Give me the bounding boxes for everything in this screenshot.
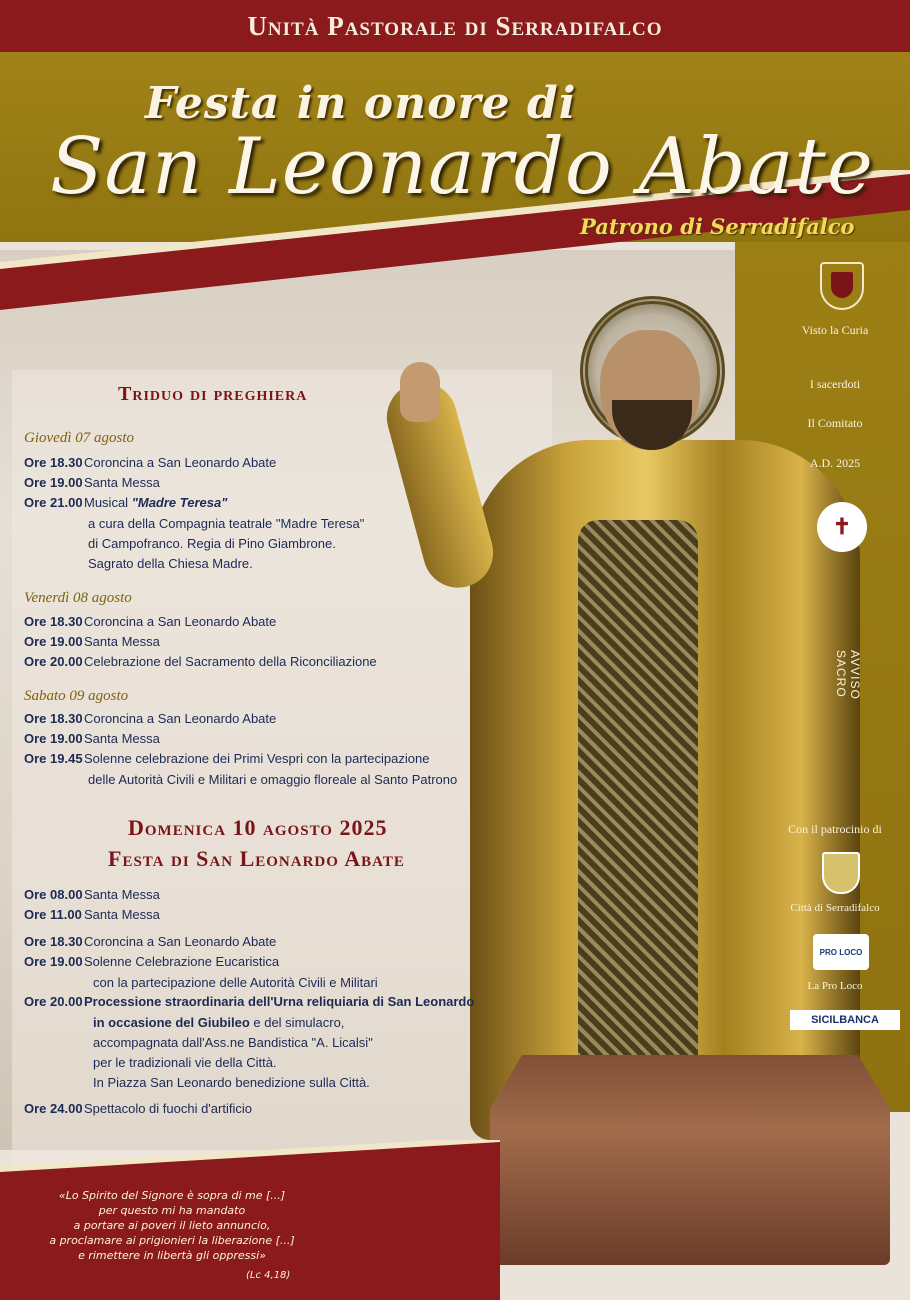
schedule-row bbox=[24, 655, 377, 668]
quote-line: per questo mi ha mandato bbox=[98, 1204, 246, 1217]
schedule-row bbox=[24, 908, 160, 921]
event-time: Ore 20.00 bbox=[24, 654, 83, 669]
event-text: Santa Messa bbox=[84, 634, 160, 649]
event-time: Ore 20.00 bbox=[24, 994, 83, 1009]
event-time: Ore 08.00 bbox=[24, 887, 83, 902]
event-note: accompagnata dall'Ass.ne Bandistica "A. Licalsi" bbox=[93, 1035, 373, 1050]
event-text: Solenne Celebrazione Eucaristica bbox=[84, 954, 280, 969]
event-time: Ore 18.30 bbox=[24, 455, 83, 470]
subtitle: Patrono di Serradifalco bbox=[580, 214, 855, 239]
schedule-row bbox=[24, 935, 276, 948]
event-note-bold: in occasione del Giubileo bbox=[93, 1015, 250, 1030]
schedule-row bbox=[24, 615, 276, 628]
event-note: per le tradizionali vie della Città. bbox=[93, 1055, 277, 1070]
comune-label: Città di Serradifalco bbox=[790, 902, 880, 914]
jubilee-logo-icon: ✝ bbox=[817, 502, 867, 552]
event-time: Ore 24.00 bbox=[24, 1101, 83, 1116]
event-text: Musical bbox=[84, 495, 129, 510]
schedule-row bbox=[24, 732, 160, 745]
crest-caption: Visto la Curia bbox=[801, 323, 869, 337]
event-note: Sagrato della Chiesa Madre. bbox=[88, 556, 253, 571]
schedule-row bbox=[24, 752, 429, 765]
event-time: Ore 19.00 bbox=[24, 731, 83, 746]
event-note bbox=[93, 1015, 344, 1030]
event-text: Santa Messa bbox=[84, 907, 160, 922]
day-heading: Giovedì 07 agosto bbox=[24, 430, 134, 446]
proloco-label: La Pro Loco bbox=[807, 980, 863, 992]
event-note-rest: e del simulacro, bbox=[249, 1015, 345, 1030]
event-time: Ore 11.00 bbox=[24, 907, 82, 922]
organization-bar bbox=[0, 0, 910, 52]
event-text: Coroncina a San Leonardo Abate bbox=[84, 455, 277, 470]
event-note: di Campofranco. Regia di Pino Giambrone. bbox=[88, 536, 336, 551]
event-text: Santa Messa bbox=[84, 475, 160, 490]
event-note: In Piazza San Leonardo benedizione sulla Città. bbox=[93, 1075, 370, 1090]
schedule-row bbox=[24, 496, 227, 509]
event-time: Ore 19.45 bbox=[24, 751, 83, 766]
schedule-row bbox=[24, 456, 276, 469]
comune-crest-icon bbox=[822, 852, 860, 894]
bank-logo: SICILBANCA bbox=[790, 1010, 900, 1030]
statue-scapular bbox=[578, 520, 698, 1080]
quote-reference: (Lc 4,18) bbox=[246, 1270, 291, 1281]
event-note: con la partecipazione delle Autorità Civili e Militari bbox=[93, 975, 378, 990]
schedule-row bbox=[24, 955, 279, 968]
patrocinio-label: Con il patrocinio di bbox=[788, 822, 882, 836]
day-heading: Venerdì 08 agosto bbox=[24, 590, 132, 606]
event-text: Santa Messa bbox=[84, 731, 160, 746]
event-text: Santa Messa bbox=[84, 887, 160, 902]
event-highlight: "Madre Teresa" bbox=[131, 495, 228, 510]
proloco-logo bbox=[813, 934, 869, 970]
avviso-sacro-label: AVVISO SACRO bbox=[834, 650, 862, 700]
schedule-row bbox=[24, 1102, 252, 1115]
comitato-label: Il Comitato bbox=[807, 416, 863, 430]
schedule-row bbox=[24, 888, 160, 901]
event-text: Solenne celebrazione dei Primi Vespri con la partecipazione bbox=[84, 751, 430, 766]
event-note: a cura della Compagnia teatrale "Madre Teresa" bbox=[88, 516, 365, 531]
gospel-quote bbox=[22, 1188, 322, 1263]
proloco-badge: PRO LOCO bbox=[819, 947, 863, 957]
event-time: Ore 21.00 bbox=[24, 495, 83, 510]
quote-line: «Lo Spirito del Signore è sopra di me [...] bbox=[58, 1189, 286, 1202]
event-time: Ore 18.30 bbox=[24, 614, 83, 629]
event-time: Ore 19.00 bbox=[24, 634, 83, 649]
curia-crest-icon bbox=[820, 262, 864, 310]
festa-heading: Festa di San Leonardo Abate bbox=[108, 846, 405, 871]
event-time: Ore 19.00 bbox=[24, 475, 83, 490]
statue-hand bbox=[400, 362, 440, 422]
sacerdoti-label: I sacerdoti bbox=[809, 377, 861, 391]
schedule-row bbox=[24, 635, 160, 648]
triduo-heading: Triduo di preghiera bbox=[118, 383, 308, 405]
year-label: A.D. 2025 bbox=[809, 456, 861, 470]
event-text: Spettacolo di fuochi d'artificio bbox=[84, 1101, 252, 1116]
title-line-2: San Leonardo Abate bbox=[50, 122, 874, 212]
event-time: Ore 18.30 bbox=[24, 934, 83, 949]
organization-name: Unità Pastorale di Serradifalco bbox=[247, 10, 663, 41]
festa-date-heading: Domenica 10 agosto 2025 bbox=[128, 815, 388, 840]
schedule-row bbox=[24, 712, 276, 725]
event-text: Celebrazione del Sacramento della Riconciliazione bbox=[84, 654, 377, 669]
schedule-row bbox=[24, 995, 474, 1008]
event-text: Processione straordinaria dell'Urna reliquiaria di San Leonardo bbox=[84, 994, 475, 1009]
event-text: Coroncina a San Leonardo Abate bbox=[84, 614, 277, 629]
day-heading: Sabato 09 agosto bbox=[24, 688, 129, 704]
quote-line: a portare ai poveri il lieto annuncio, bbox=[73, 1219, 271, 1232]
quote-line: e rimettere in libertà gli oppressi» bbox=[78, 1249, 266, 1262]
event-time: Ore 18.30 bbox=[24, 711, 83, 726]
event-time: Ore 19.00 bbox=[24, 954, 83, 969]
event-note: delle Autorità Civili e Militari e omaggio floreale al Santo Patrono bbox=[88, 772, 458, 787]
event-text: Coroncina a San Leonardo Abate bbox=[84, 934, 277, 949]
title-line-1: Festa in onore di bbox=[145, 78, 577, 129]
event-text: Coroncina a San Leonardo Abate bbox=[84, 711, 277, 726]
quote-line: a proclamare ai prigionieri la liberazione [...] bbox=[49, 1234, 295, 1247]
schedule-row bbox=[24, 476, 160, 489]
